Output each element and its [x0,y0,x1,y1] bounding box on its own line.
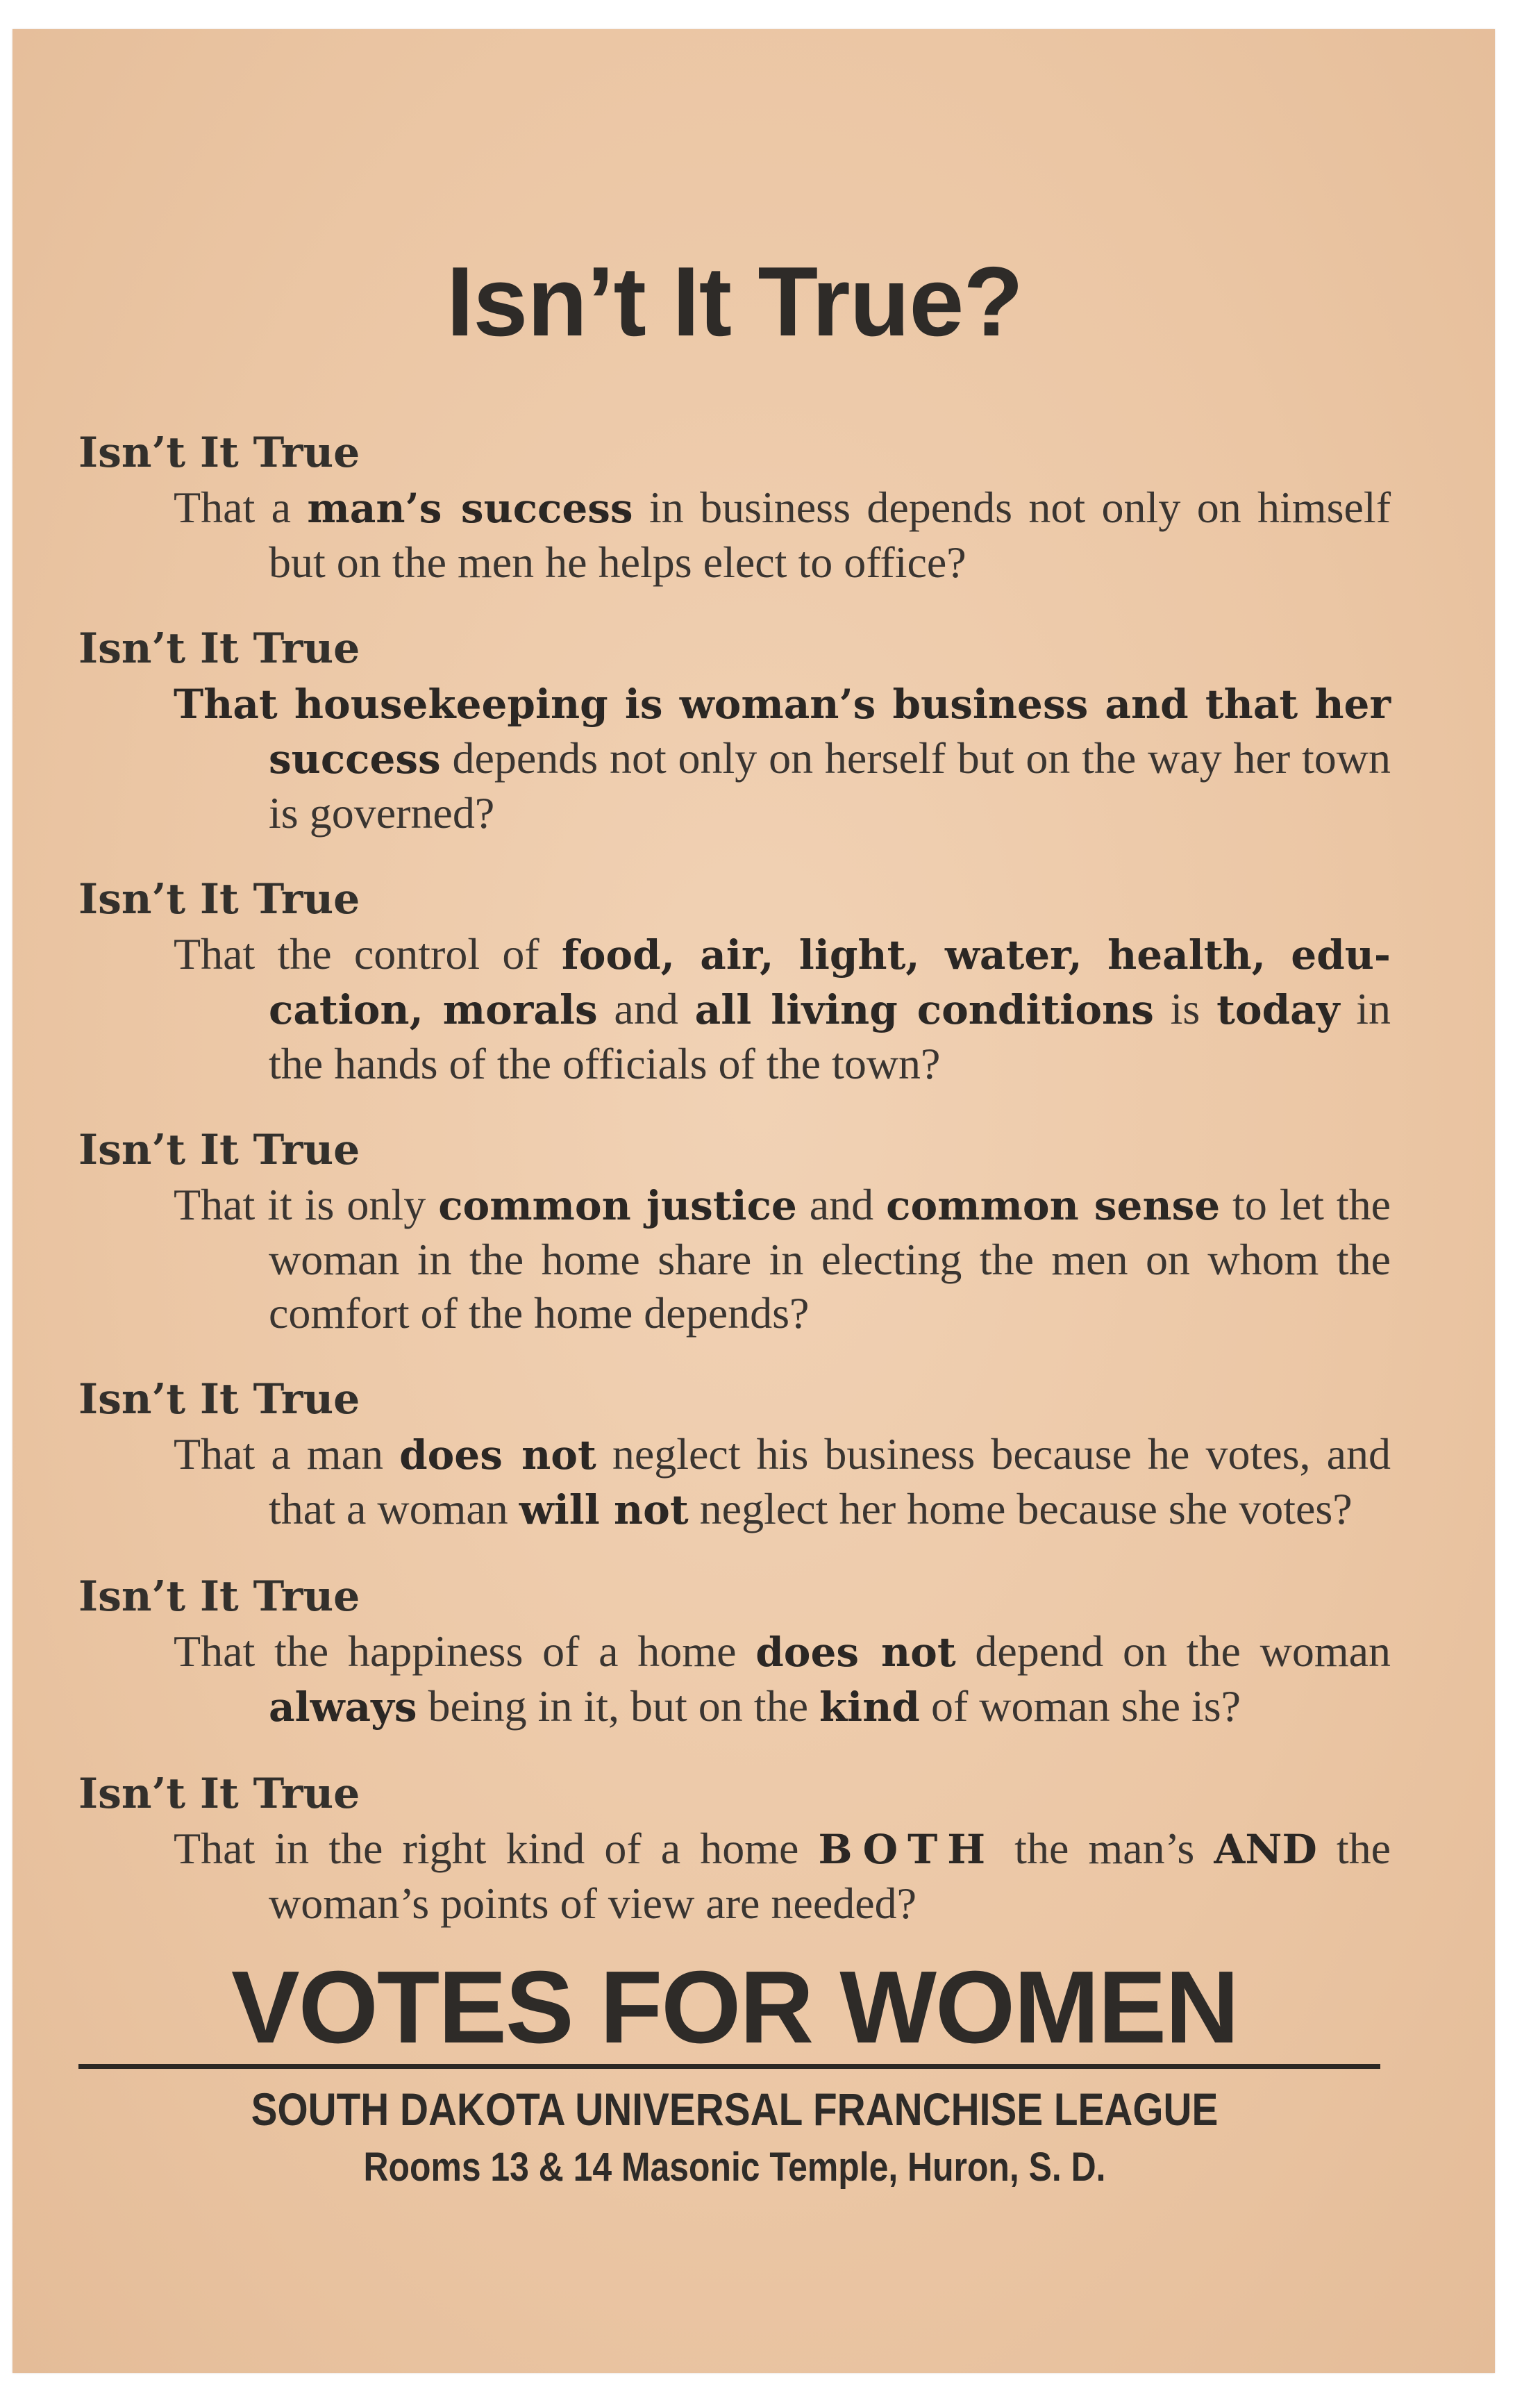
emphasis-text: That housekeeping is woman’s business and that her success [174,681,1391,783]
body-text-run: of woman she is? [919,1681,1241,1731]
body-text-run: and [796,1180,887,1229]
emphasis-text: AND [1214,1826,1317,1873]
body-text-run: in business depends not only on himself but on the men he helps elect to office? [269,483,1391,587]
emphasis-text: kind [819,1683,920,1731]
body-text-run: That the happiness of a home [174,1626,756,1676]
leaflet-sheet [12,29,1495,2373]
body-text-run: That the control of [174,929,562,979]
question-heading: Isn’t It True [78,428,360,477]
body-text-run: neglect his business because he votes, and that a woman [269,1429,1391,1533]
question-body [78,481,1391,589]
emphasis-text: all living conditions [694,986,1154,1033]
body-text-run: is [1153,984,1217,1033]
question-heading: Isn’t It True [78,1126,360,1174]
body-text-run: depends not only on herself but on the way her town is governed? [269,733,1391,838]
question-heading: Isn’t It True [78,624,360,673]
body-text-run: depend on the woman [955,1626,1391,1676]
body-text-run: That a [174,483,308,532]
slogan-heading: VOTES FOR WOMEN [231,1950,1238,2065]
emphasis-text: does not [399,1431,596,1479]
organization-address: Rooms 13 & 14 Masonic Temple, Huron, S. D. [363,2145,1106,2190]
body-text-run: That a man [174,1429,400,1479]
question-section [78,1569,1391,1734]
question-body [78,1427,1391,1537]
question-heading: Isn’t It True [78,1572,360,1621]
question-section [78,425,1391,589]
emphasis-text: always [269,1683,417,1731]
emphasis-text: common sense [886,1182,1221,1229]
question-heading: Isn’t It True [78,1375,360,1424]
question-list [78,425,1391,1962]
organization-name: SOUTH DAKOTA UNIVERSAL FRANCHISE LEAGUE [251,2083,1219,2135]
question-body [78,676,1391,840]
divider-rule [78,2064,1380,2069]
body-text-run: That in the right kind of a home [174,1824,819,1873]
question-section [78,872,1391,1090]
body-text-run: the man’s [995,1824,1214,1873]
body-text-run: in the hands of the officials of the town? [269,984,1391,1088]
leaflet-title: Isn’t It True? [446,247,1023,357]
body-text-run: neglect her home because she votes? [688,1484,1353,1533]
emphasis-text: today [1216,986,1340,1033]
question-section [78,621,1391,840]
body-text-run: being in it, but on the [417,1681,819,1731]
question-section [78,1766,1391,1930]
emphasis-text: will not [519,1486,689,1533]
question-body [78,1178,1391,1340]
body-text-run: to let the woman in the home share in electing the men on whom the comfort of the home depends? [269,1180,1391,1338]
emphasis-text: common justice [438,1182,797,1229]
emphasis-text: does not [755,1629,956,1676]
question-body [78,1822,1391,1930]
body-text-run: That it is only [174,1180,439,1229]
question-section [78,1372,1391,1537]
emphasis-text: food, air, light, water, health, edu-cation, morals [269,931,1391,1033]
question-section [78,1122,1391,1340]
question-heading: Isn’t It True [78,1770,360,1818]
question-body [78,927,1391,1090]
body-text-run: and [597,984,695,1033]
question-heading: Isn’t It True [78,875,360,924]
emphasis-text: BOTH [818,1826,996,1873]
body-text-run: the woman’s points of view are needed? [269,1824,1391,1928]
emphasis-text: man’s success [307,485,633,532]
question-body [78,1624,1391,1734]
